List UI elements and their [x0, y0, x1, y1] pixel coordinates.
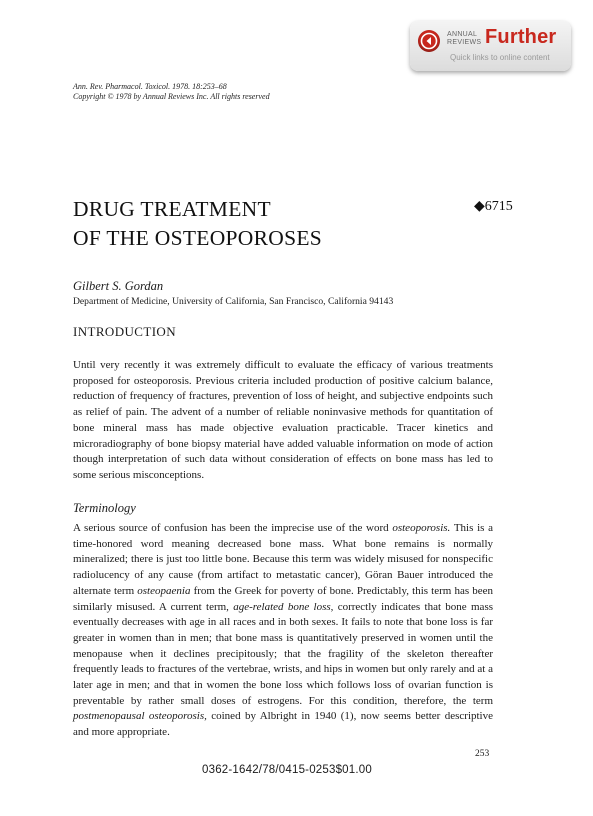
text-segment: This is a time-honored word meaning decreased bone mass. What bone remains is normally mineralized; there is just too little bone. Because this term was widely misused for nonspecific radiolucency of any cause (from artifact to metastatic cancer), Göran Bauer introduced the alternate term	[73, 522, 493, 597]
introduction-paragraph: Until very recently it was extremely difficult to evaluate the efficacy of various treatments proposed for osteoporosis. Previous criteria included production of positive calcium balance, reduction of frequency of fractures, prevention of loss of height, and subjective endpoints such as relief of pain. The advent of a number of reliable noninvasive methods for quantitation of bone mineral mass has made objective evaluation practicable. Tracer kinetics and microradiography of bone biopsy material have added valuable information on mode of action though interpretation of such data without consideration of effects on bone mass has led to some serious misconceptions.	[73, 359, 493, 481]
journal-citation	[73, 82, 270, 102]
text-segment: coined by Albright in 1940 (1), now seems better descriptive and more appropriate.	[73, 710, 493, 739]
article-title	[73, 195, 322, 253]
term-postmenopausal-osteoporosis: postmenopausal osteoporosis,	[73, 710, 207, 723]
term-age-related-bone-loss: age-related bone loss,	[233, 600, 334, 613]
further-label: Further	[485, 26, 557, 48]
text-segment: A serious source of confusion has been the imprecise use of the word	[73, 522, 393, 534]
term-osteoporosis: osteoporosis.	[392, 522, 451, 534]
back-arrow-icon	[418, 30, 440, 52]
title-line-1: DRUG TREATMENT	[73, 197, 271, 221]
subsection-heading-terminology: Terminology	[73, 501, 136, 515]
author-name: Gilbert S. Gordan	[73, 279, 164, 293]
text-segment: from the Greek for poverty of bone. Predictably, this term has been similarly misused. A current term,	[73, 584, 493, 613]
text-segment: correctly indicates that bone mass eventually decreases with age in all races and in both sexes. It fails to note that bone loss is far greater in women than in men; that bone mass is quantitatively preserved in women until the menopause when it declines precipitously; that the fragility of the skeleton thereafter frequently leads to fractures of the vertebrae, wrists, and hips in women but only rarely and at a later age in men; and that in women the bone loss which follows loss of ovarian function is preventable by rather small doses of estrogens. For this condition, therefore, the term	[73, 600, 494, 707]
further-tagline: Quick links to online content	[450, 53, 550, 62]
section-heading-introduction: INTRODUCTION	[73, 324, 177, 339]
citation-line: Ann. Rev. Pharmacol. Toxicol. 1978. 18:253–68	[73, 82, 227, 91]
copyright-line: Copyright © 1978 by Annual Reviews Inc. All rights reserved	[73, 92, 270, 101]
term-osteopaenia: osteopaenia	[137, 584, 191, 597]
price-code: 0362-1642/78/0415-0253$01.00	[202, 764, 372, 776]
terminology-paragraph	[73, 521, 493, 741]
page-number: 253	[475, 749, 490, 759]
annual-reviews-wordmark: ANNUAL REVIEWS	[447, 31, 482, 46]
annual-reviews-further-badge[interactable]	[410, 21, 571, 71]
author-affiliation: Department of Medicine, University of California, San Francisco, California 94143	[73, 296, 394, 307]
document-number: ◆6715	[474, 199, 513, 214]
title-line-2: OF THE OSTEOPOROSES	[73, 226, 323, 250]
